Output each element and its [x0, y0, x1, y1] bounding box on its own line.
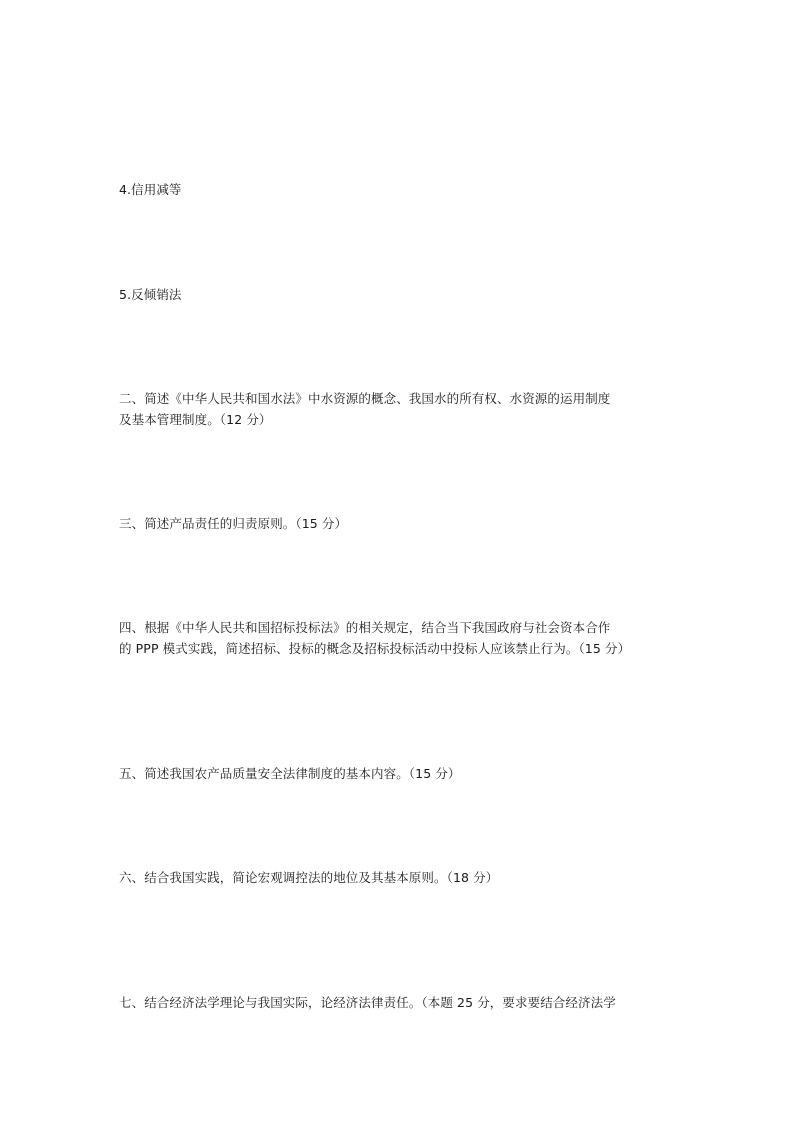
- question-6: 六、结合我国实践，简论宏观调控法的地位及其基本原则。（18 分）: [119, 870, 499, 885]
- question-5: 五、简述我国农产品质量安全法律制度的基本内容。（15 分）: [119, 766, 461, 781]
- question-7: 七、结合经济法学理论与我国实际，论经济法律责任。（本题 25 分，要求要结合经济法学: [119, 995, 616, 1010]
- question-2-line-1: 二、简述《中华人民共和国水法》中水资源的概念、我国水的所有权、水资源的运用制度: [119, 391, 611, 406]
- question-4-line-1: 四、根据《中华人民共和国招标投标法》的相关规定，结合当下我国政府与社会资本合作: [119, 620, 611, 635]
- question-3: 三、简述产品责任的归责原则。（15 分）: [119, 516, 348, 531]
- question-2-line-2: 及基本管理制度。（12 分）: [119, 412, 272, 427]
- question-4-line-2: 的 PPP 模式实践，简述招标、投标的概念及招标投标活动中投标人应该禁止行为。（15 分）: [119, 641, 631, 656]
- term-item-4: 4.信用减等: [119, 182, 182, 197]
- term-item-5: 5.反倾销法: [119, 287, 182, 302]
